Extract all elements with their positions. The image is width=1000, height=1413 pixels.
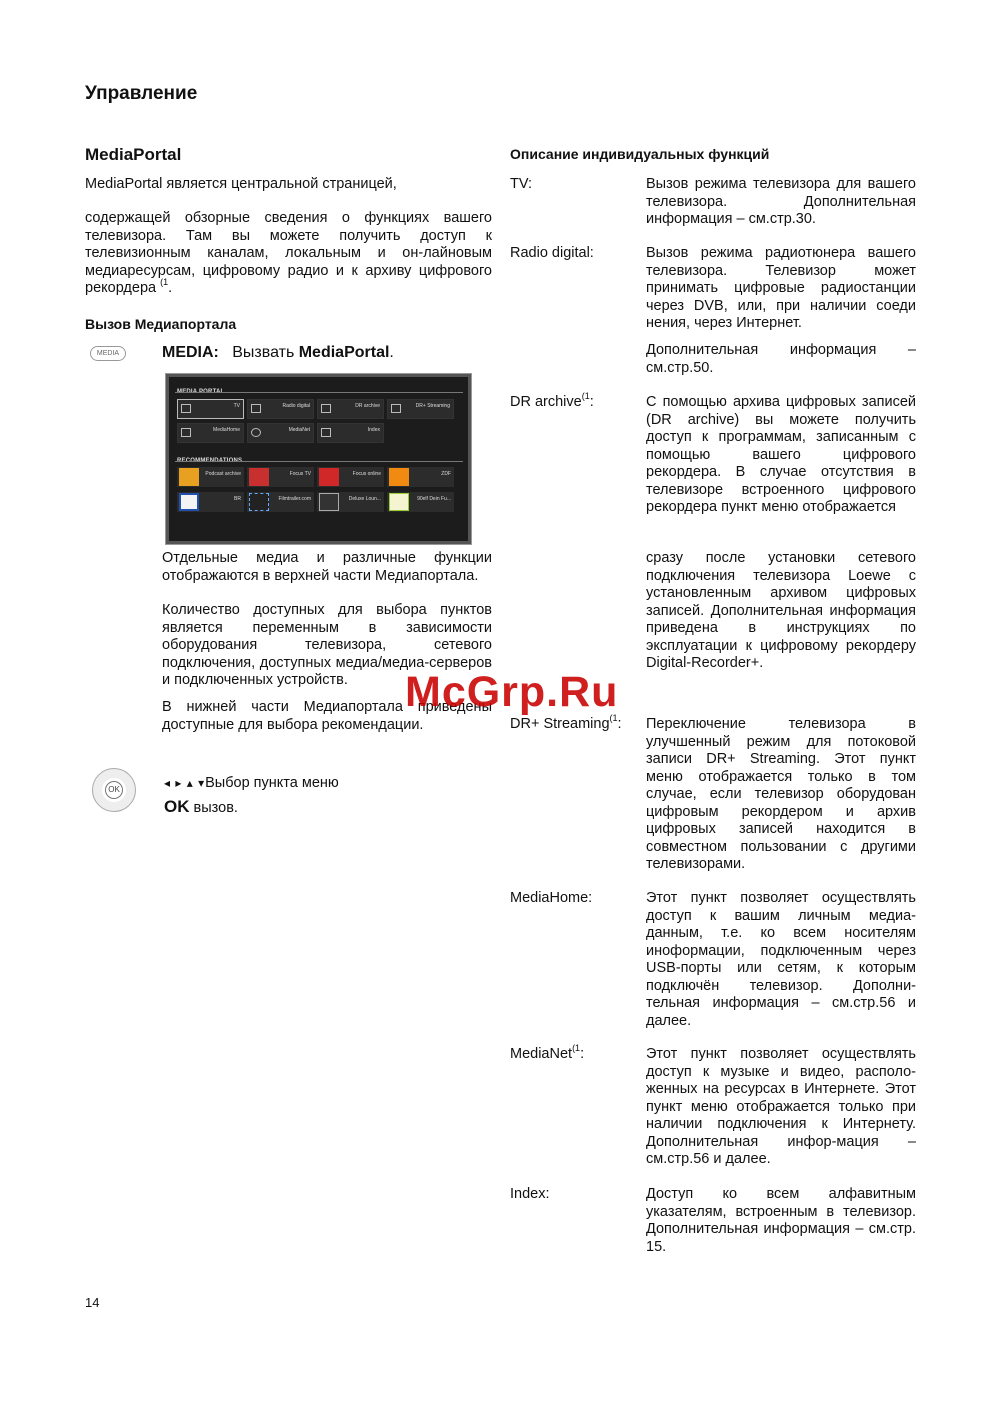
term-dr-streaming: DR+ Streaming$^{(1}$: xyxy=(510,713,622,732)
globe-icon xyxy=(251,428,261,437)
rec-label: Podcast archive xyxy=(205,470,241,477)
def-dr-archive: С помощью архива цифровых записей (DR archive) вы можете получить доступ к программам, записанным с помощью вашего цифрового рекордера. В случае отсутствия в телевизоре встроенного цифрового рекордера пункт меню отображается xyxy=(646,394,916,515)
rec-focus-online xyxy=(317,467,384,487)
term-index xyxy=(510,1186,640,1204)
term-dr-archive: DR archive$^{(1}$: xyxy=(510,391,594,410)
def-tv: Вызов режима телевизора для вашего телевизора. Дополнительная информация – см.стр.30. xyxy=(646,176,916,227)
def-index: Доступ ко всем алфавитным указателям, встроенным в телевизор. Дополнительная информация – см.стр. 15. xyxy=(646,1186,916,1255)
tile-mediahome xyxy=(177,423,244,443)
rec-focus-tv xyxy=(247,467,314,487)
rec-label: Focus TV xyxy=(289,470,311,477)
archive-icon xyxy=(321,404,331,413)
nav-instruction xyxy=(164,775,339,793)
subsection-title: Вызов Медиапортала xyxy=(85,316,237,332)
footnote-ref: (1 xyxy=(160,277,169,288)
tile-label: MediaNet xyxy=(288,426,310,433)
ok-button-icon: OK xyxy=(105,781,123,799)
footnote-ref: (1 xyxy=(572,1043,581,1054)
term-label: Index: xyxy=(510,1186,550,1202)
arrow-keys-icon: ◂ ▸ ▴ ▾ xyxy=(164,776,206,790)
term-label: MediaHome: xyxy=(510,890,593,906)
rec-deluxe-lounge xyxy=(317,492,384,512)
tile-label: MediaHome xyxy=(213,426,240,433)
section-title-functions: Описание индивидуальных функций xyxy=(510,146,770,162)
tile-medianet xyxy=(247,423,314,443)
rec-label: 90elf Dein Fu... xyxy=(417,495,451,502)
rec-label: ZDF xyxy=(441,470,451,477)
90elf-logo xyxy=(389,493,409,511)
media-action-prefix: Вызвать xyxy=(232,344,299,361)
term-label: DR+ Streaming xyxy=(510,716,610,732)
media-instruction xyxy=(162,343,394,362)
screen-divider xyxy=(175,461,463,462)
tile-dr-archive xyxy=(317,399,384,419)
def-radio-digital-more: Дополнительная информация – см.стр.50. xyxy=(646,342,916,376)
tile-label: DR archive xyxy=(355,402,380,409)
term-tv xyxy=(510,176,640,194)
rec-zdf xyxy=(387,467,454,487)
def-medianet: Этот пункт позволяет осуществлять доступ к музыке и видео, располо-женных на ресурсах в Интернете. Этот пункт меню отображается только при наличии подключения к Интернету. Дополнительная инфор-мация – см.стр.56 и далее. xyxy=(646,1046,916,1167)
ok-text: вызов. xyxy=(193,800,238,816)
ok-instruction xyxy=(164,798,238,818)
streaming-icon xyxy=(391,404,401,413)
def-dr-streaming: Переключение телевизора в улучшенный режим для потоковой записи DR+ Streaming. Этот пункт меню отображается только в том случае, если телевизор оборудован цифровым рекордером и архив цифровых записей находится в совместном пользовании с другими телевизорами. xyxy=(646,716,916,872)
rec-filmtrailer xyxy=(247,492,314,512)
tv-icon xyxy=(181,404,191,413)
page-title: Управление xyxy=(85,83,198,104)
focus-online-logo xyxy=(319,468,339,486)
media-button-icon: MEDIA xyxy=(90,346,126,361)
podcast-logo xyxy=(179,468,199,486)
intro-paragraph xyxy=(85,210,492,298)
tile-dr-streaming xyxy=(387,399,454,419)
media-action-bold: MediaPortal xyxy=(298,344,390,361)
rec-podcast-archive xyxy=(177,467,244,487)
def-dr-archive-more: сразу после установки сетевого подключения телевизора Loewe с установленным архивом цифровых записей. Дополнительная информация приведена в инструкциях по эксплуатации к цифровому рекордеру Digital-Recorder+. xyxy=(646,550,916,671)
watermark-logo: McGrp.Ru xyxy=(405,668,619,716)
footnote-ref: (1 xyxy=(581,391,590,402)
term-mediahome xyxy=(510,890,640,908)
ok-key-label: OK xyxy=(164,797,190,816)
term-label: MediaNet xyxy=(510,1046,573,1062)
br-logo xyxy=(179,493,199,511)
paragraph-items-variable: Количество доступных для выбора пунктов является переменным в зависимости оборудования телевизора, сетевого подключения, доступных медиа/медиа-серверов и подключенных устройств. xyxy=(162,602,492,688)
term-label: Radio digital: xyxy=(510,245,594,261)
rec-br xyxy=(177,492,244,512)
tile-label: Index xyxy=(367,426,380,433)
nav-text: Выбор пункта меню xyxy=(205,775,339,791)
media-action-end: . xyxy=(389,344,394,361)
tile-index xyxy=(317,423,384,443)
rec-label: Filmtrailer.com xyxy=(278,495,311,502)
screen-divider xyxy=(175,392,463,393)
filmtrailer-logo xyxy=(249,493,269,511)
paragraph-media-top: Отдельные медиа и различные функции отображаются в верхней части Медиапортала. xyxy=(162,550,492,584)
tile-tv xyxy=(177,399,244,419)
footnote-ref: (1 xyxy=(609,713,618,724)
index-icon xyxy=(321,428,331,437)
def-mediahome: Этот пункт позволяет осуществлять доступ к вашим личным медиа-данным, т.е. ко всем носителям иноформации, подключенным через USB-порты или сетям, к которым подключён телевизор. Дополни-тельная информация – см.стр.56 и далее. xyxy=(646,890,916,1029)
page-number: 14 xyxy=(85,1295,100,1310)
tile-radio-digital xyxy=(247,399,314,419)
radio-logo xyxy=(319,493,339,511)
def-radio-digital: Вызов режима радиотюнера вашего телевизора. Телевизор может принимать цифровые радиостанции через DVB, или, при наличии соеди нения, через Интернет. xyxy=(646,245,916,331)
intro-line: MediaPortal является центральной страницей, xyxy=(85,176,397,192)
navigation-pad-icon xyxy=(92,768,136,812)
rec-label: Deluxe Loun... xyxy=(348,495,381,502)
zdf-logo xyxy=(389,468,409,486)
section-title-mediaportal: MediaPortal xyxy=(85,145,182,164)
media-key-label: MEDIA: xyxy=(162,344,219,361)
term-label: DR archive xyxy=(510,394,582,410)
intro-text: содержащей обзорные сведения о функциях вашего телевизора. Там вы можете получить доступ к телевизионным каналам, локальным и он-лайновым медиаресурсам, цифровому радио и к архиву цифрового рекордера xyxy=(85,210,492,296)
radio-icon xyxy=(251,404,261,413)
rec-90elf xyxy=(387,492,454,512)
intro-end: . xyxy=(168,280,173,296)
tile-label: Radio digital xyxy=(282,402,310,409)
term-radio-digital xyxy=(510,245,640,263)
paragraph-recommendations: В нижней части Медиапортала приведены доступные для выбора рекомендации. xyxy=(162,699,492,733)
rec-label: Focus online xyxy=(352,470,381,477)
term-label: TV: xyxy=(510,176,533,192)
focus-tv-logo xyxy=(249,468,269,486)
mediaportal-screenshot xyxy=(166,374,471,544)
term-medianet: MediaNet$^{(1}$: xyxy=(510,1043,585,1062)
rec-label: BR xyxy=(234,495,241,502)
tile-label: DR+ Streaming xyxy=(415,402,450,409)
tile-label: TV xyxy=(233,402,240,409)
home-icon xyxy=(181,428,191,437)
